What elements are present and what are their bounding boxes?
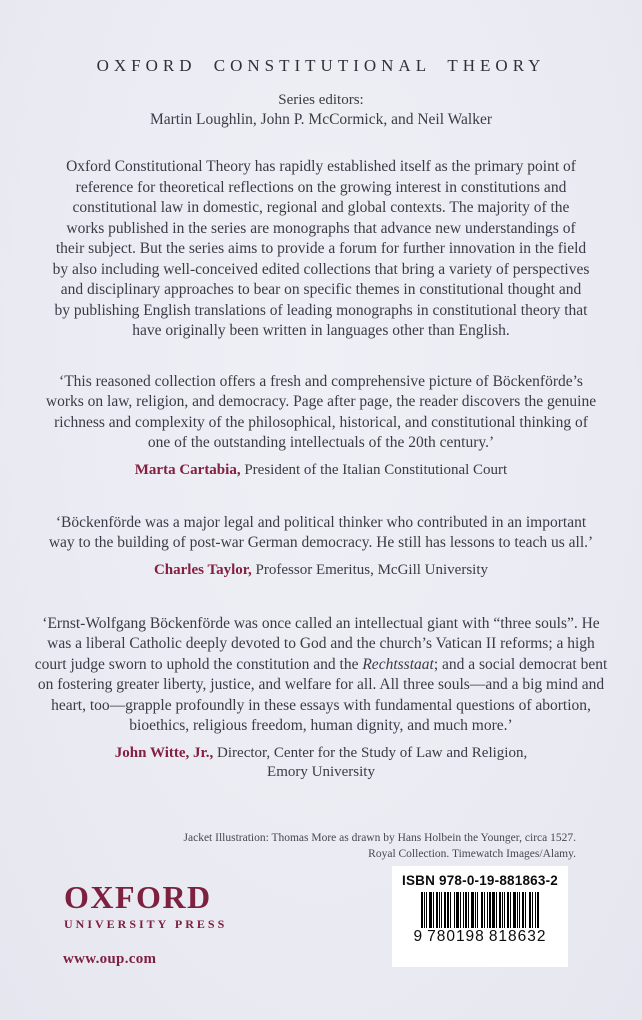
barcode-digit-group: 818632 <box>488 928 547 945</box>
barcode-bar <box>454 892 455 932</box>
barcode-bar <box>507 892 509 932</box>
isbn-barcode-box <box>392 866 568 967</box>
barcode-bar <box>504 892 505 932</box>
barcode-bar <box>529 892 531 932</box>
barcode-bar <box>519 892 520 932</box>
barcode-bar <box>465 892 467 932</box>
barcode-bar <box>502 892 503 932</box>
barcode-bar <box>517 892 518 932</box>
publisher-website: www.oup.com <box>63 951 157 967</box>
quote-text-part: ‘Ernst-Wolfgang Böckenförde was once called an intellectual giant with “three souls”. He was a liberal Catholic deeply devoted to God and the church’s Vatican II reforms; a high court judge sworn to uphold the constitution and the <box>34 614 600 673</box>
series-editors-names: Martin Loughlin, John P. McCormick, and Neil Walker <box>149 111 492 128</box>
barcode-bar <box>444 892 446 932</box>
barcode-bar <box>447 892 449 932</box>
barcode-bar <box>487 892 488 932</box>
barcode-bar <box>426 892 427 932</box>
barcode-digit-group: 9 <box>413 928 424 945</box>
series-editors-label: Series editors: <box>278 92 364 108</box>
barcode-bar <box>450 892 451 932</box>
barcode-bar <box>522 892 524 932</box>
quote-italic-term: Rechtsstaat <box>362 655 434 673</box>
barcode-bar <box>463 892 464 932</box>
logo-oxford-wordmark: OXFORD <box>64 879 212 915</box>
barcode-digit-group: 780198 <box>427 928 485 945</box>
barcode-bar <box>525 892 526 932</box>
attribution-role: President of the Italian Constitutional Court <box>240 461 508 478</box>
barcode-bar <box>429 892 432 932</box>
barcode-bar <box>436 892 438 932</box>
credit-line-1: Jacket Illustration: Thomas More as drawn by Hans Holbein the Younger, circa 1527. <box>183 832 576 844</box>
quote-taylor: ‘Böckenförde was a major legal and political thinker who contributed in an important way to the building of post-war German democracy. He still has lessons to teach us all.’ <box>48 513 594 551</box>
attribution-name: Marta Cartabia, <box>134 461 241 478</box>
isbn-label: ISBN 978-0-19-881863-2 <box>402 873 558 888</box>
barcode-digits <box>413 928 547 946</box>
quote-taylor-attribution <box>41 561 601 580</box>
barcode-bar <box>433 892 434 932</box>
barcode-bar <box>439 892 440 932</box>
attribution-name: Charles Taylor, <box>153 561 252 578</box>
attribution-name: John Witte, Jr., <box>114 744 214 761</box>
jacket-illustration-credit <box>184 830 576 862</box>
attribution-role: Director, Center for the Study of Law and Religion, <box>213 744 528 761</box>
barcode-bars <box>413 892 547 948</box>
attribution-line2: Emory University <box>267 763 375 780</box>
barcode-bar <box>456 892 459 932</box>
attribution-role: Professor Emeritus, McGill University <box>251 561 489 578</box>
barcode-bar <box>532 892 533 932</box>
logo-university-press: UNIVERSITY PRESS <box>64 917 228 931</box>
credit-line-2: Royal Collection. Timewatch Images/Alamy. <box>368 848 576 860</box>
quote-cartabia: ‘This reasoned collection offers a fresh and comprehensive picture of Böckenförde’s works on law, religion, and democracy. Page after page, the reader discovers the genuine richness and complexity of the philosophical, historical, and constitutional thinking of one of the outstanding intellectuals of the 20th century.’ <box>45 372 597 451</box>
barcode-bar <box>513 892 516 932</box>
quote-witte <box>32 614 610 737</box>
barcode-bar <box>489 892 491 932</box>
barcode-bar <box>484 892 485 932</box>
barcode-bar <box>471 892 474 932</box>
barcode-bar <box>475 892 476 932</box>
barcode-bar <box>460 892 461 932</box>
quote-witte-attribution <box>41 744 601 782</box>
barcode-bar <box>492 892 495 932</box>
barcode-bar <box>496 892 497 932</box>
barcode-bar <box>468 892 469 932</box>
series-description: Oxford Constitutional Theory has rapidly established itself as the primary point of reference for theoretical reflections on the growing interest in constitutions and constitutional law in domestic, regional and global contexts. The majority of the works published in the series are monographs that advance new understandings of their subject. But the series aims to provide a forum for further innovation in the field by also including well-conceived edited collections that bring a variety of perspectives and disciplinary approaches to bear on specific themes in constitutional thought and by publishing English translations of leading monographs in constitutional theory that have originally been written in languages other than English. <box>52 158 590 339</box>
barcode-bar <box>441 892 442 932</box>
quote-text-part: ; and a social democrat bent on fostering greater liberty, justice, and welfare for all. All three souls—and a big mind and heart, too—grapple profoundly in these essays with fundamental questions of abortion, bioethics, religious freedom, human dignity, and much more.’ <box>37 655 608 734</box>
series-title: OXFORD CONSTITUTIONAL THEORY <box>96 56 546 75</box>
oxford-university-press-logo <box>64 880 227 932</box>
barcode-bar <box>499 892 501 932</box>
quote-cartabia-attribution <box>41 461 601 480</box>
barcode-bar <box>510 892 511 932</box>
